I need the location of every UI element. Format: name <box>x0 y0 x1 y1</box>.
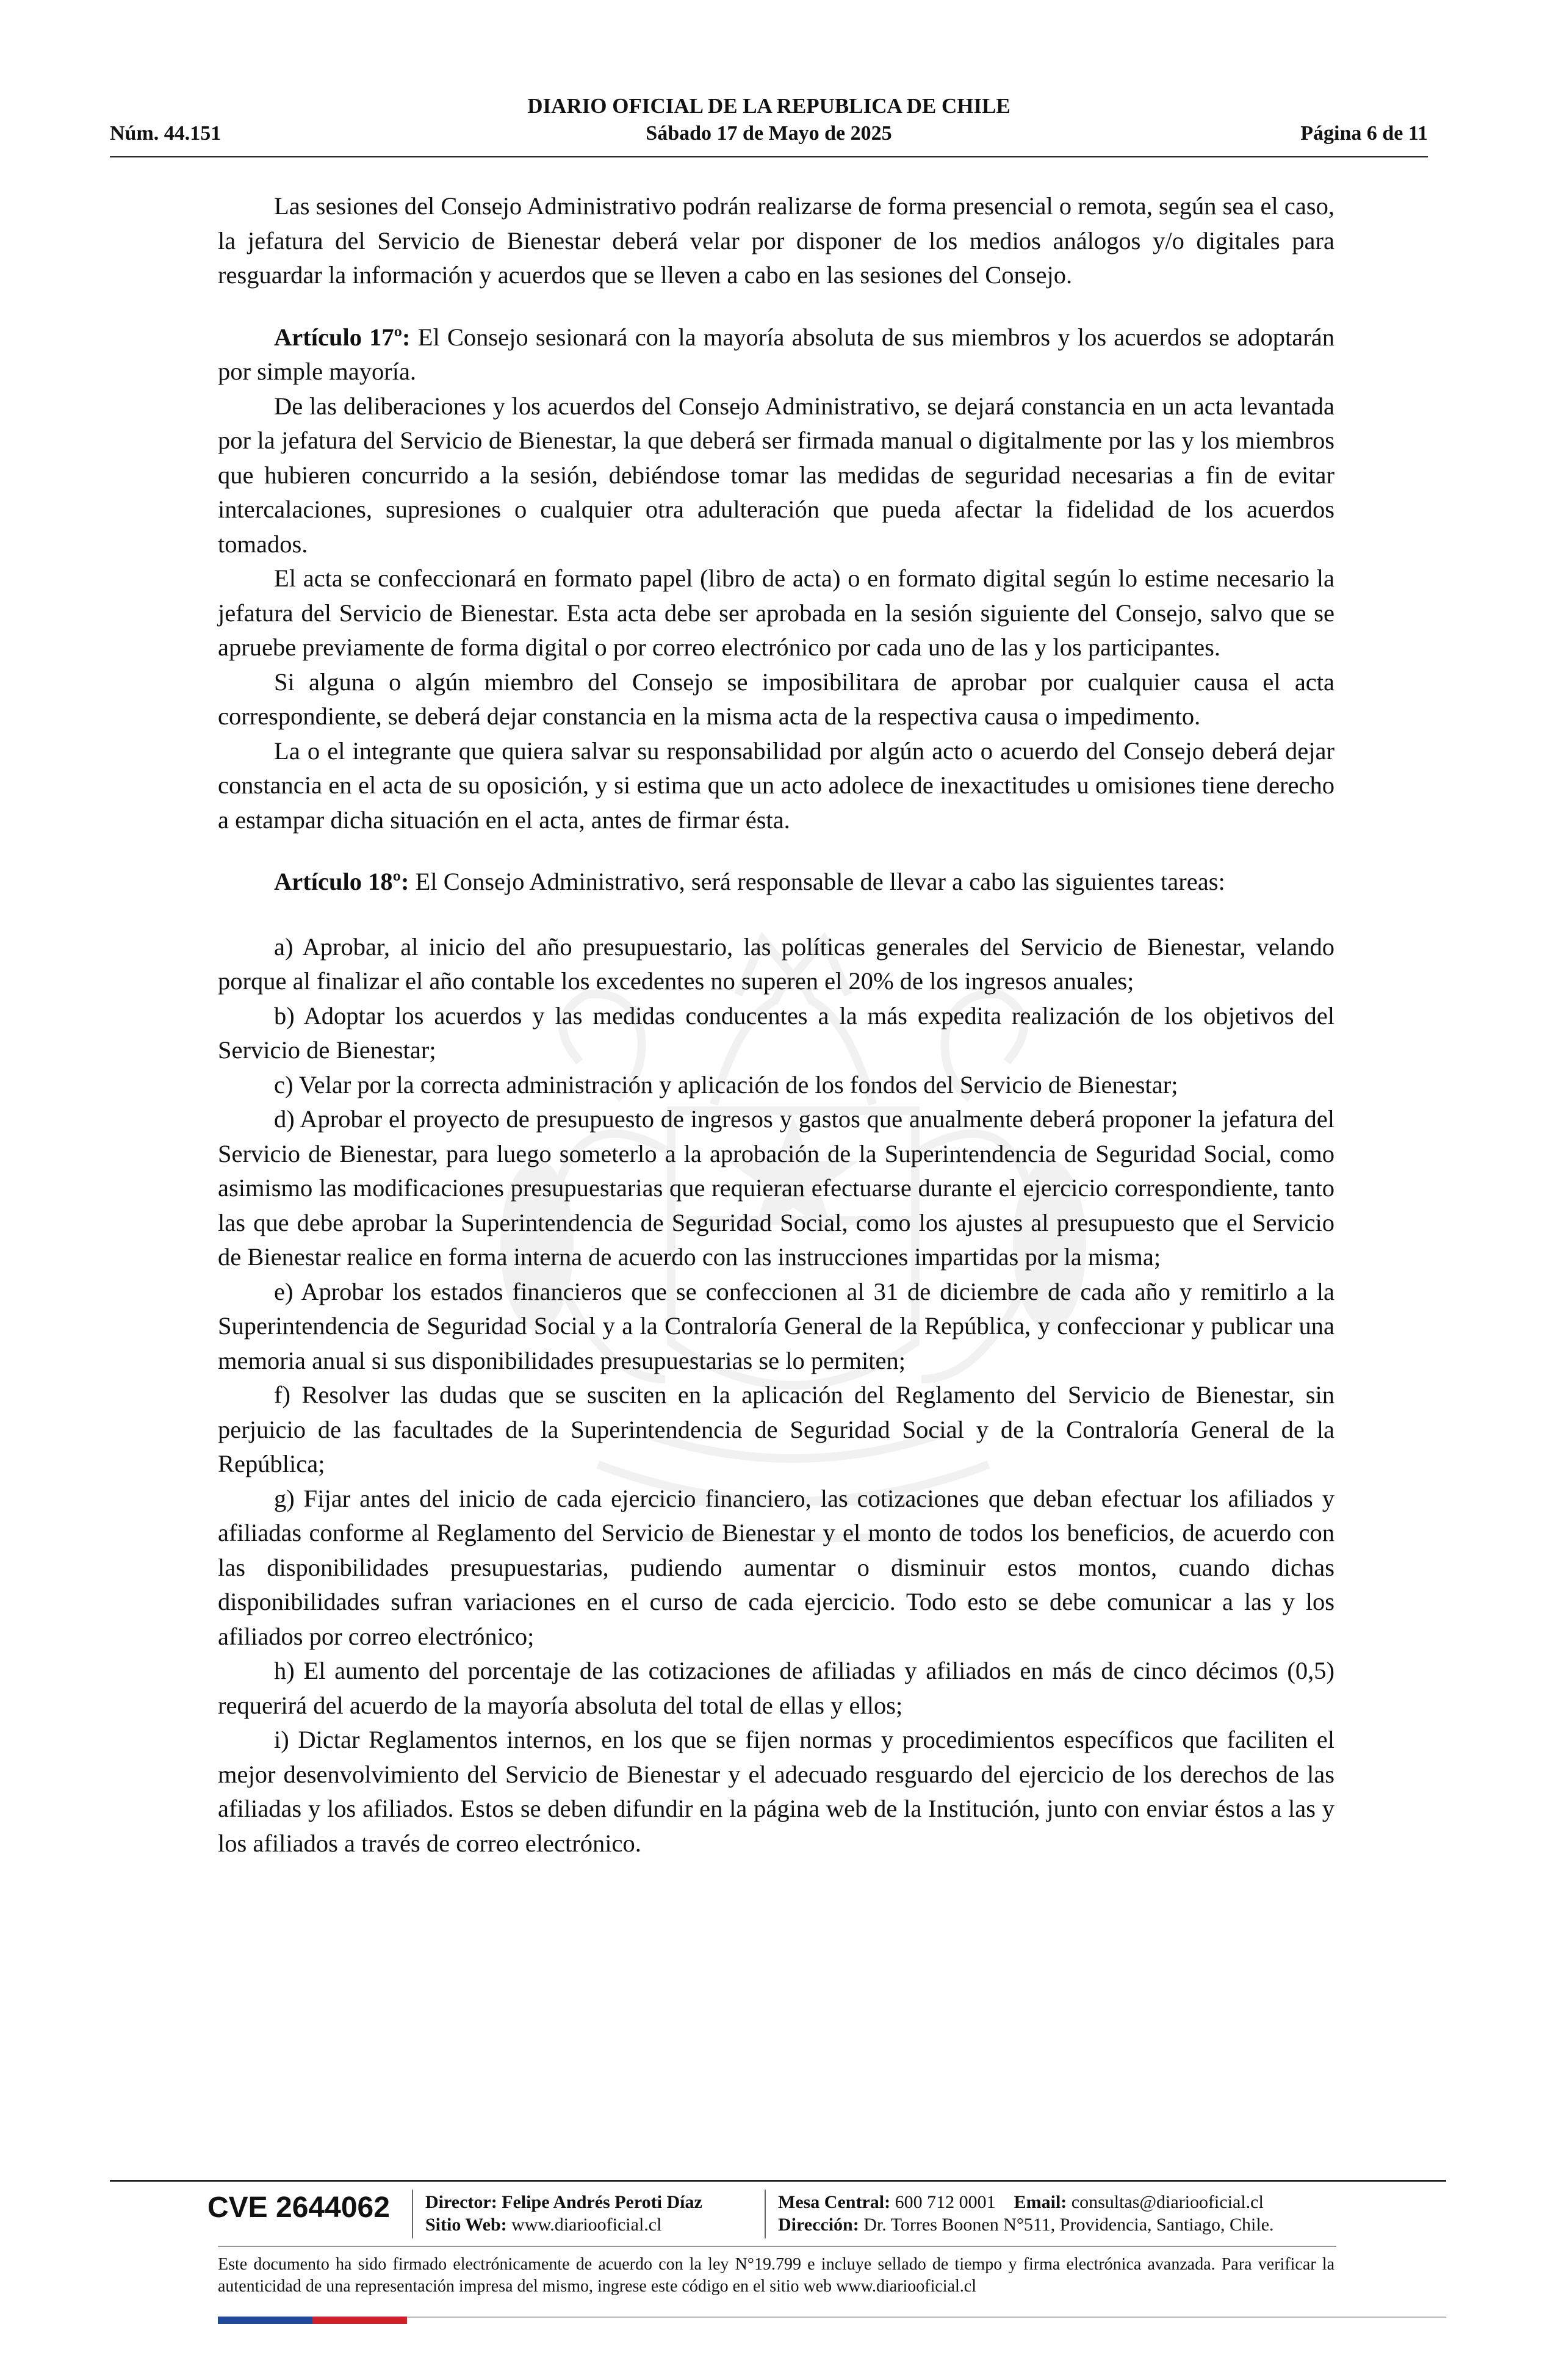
director-label: Director: <box>425 2192 497 2212</box>
article-text: El Consejo Administrativo, será responsable de llevar a cabo las siguientes tareas: <box>409 868 1225 895</box>
footer-contact-block <box>778 2191 1274 2236</box>
address-label: Dirección: <box>778 2215 859 2235</box>
document-body <box>218 189 1334 1861</box>
list-item: f) Resolver las dudas que se susciten en la aplicación del Reglamento del Servicio de Bienestar, sin perjuicio de las facultades de la Superintendencia de Seguridad Social y de la Contraloría General de la República; <box>218 1381 1334 1477</box>
director-name: Felipe Andrés Peroti Díaz <box>502 2192 702 2212</box>
header-divider <box>110 156 1428 157</box>
paragraph: Las sesiones del Consejo Administrativo podrán realizarse de forma presencial o remota, según sea el caso, la jefatura del Servicio de Bienestar deberá velar por disponer de los medios análogos y/o digitales para resguardar la información y acuerdos que se lleven a cabo en las sesiones del Consejo. <box>218 192 1334 289</box>
page-indicator: Página 6 de 11 <box>1300 122 1428 145</box>
article-17 <box>218 320 1334 389</box>
list-item: b) Adoptar los acuerdos y las medidas conducentes a la más expedita realización de los objetivos del Servicio de Bienestar; <box>218 1001 1334 1064</box>
phone-value: 600 712 0001 <box>895 2192 996 2212</box>
article-heading: Artículo 17º: <box>274 323 411 351</box>
paragraph: La o el integrante que quiera salvar su responsabilidad por algún acto o acuerdo del Consejo deberá dejar constancia en el acta de su oposición, y si estima que un acto adolece de inexactitudes u omisiones tiene derecho a estampar dicha situación en el acta, antes de firmar ésta. <box>218 737 1334 834</box>
footer-separator <box>412 2190 413 2238</box>
paragraph: Si alguna o algún miembro del Consejo se imposibilitara de aprobar por cualquier causa el acta correspondiente, se deberá dejar constancia en la misma acta de la respectiva causa o impedimento. <box>218 668 1334 730</box>
footer-inner-divider <box>218 2246 1336 2247</box>
phone-label: Mesa Central: <box>778 2192 891 2212</box>
issue-number: Núm. 44.151 <box>110 122 222 145</box>
footer-director-block <box>425 2191 702 2236</box>
footer-divider <box>110 2180 1446 2182</box>
email-label: Email: <box>1014 2192 1067 2212</box>
gazette-title: DIARIO OFICIAL DE LA REPUBLICA DE CHILE <box>527 94 1010 118</box>
list-item: c) Velar por la correcta administración y aplicación de los fondos del Servicio de Bienestar; <box>274 1070 1178 1098</box>
flag-stripe-blue <box>218 2317 312 2324</box>
list-item: e) Aprobar los estados financieros que se confeccionen al 31 de diciembre de cada año y remitirlo a la Superintendencia de Seguridad Social y a la Contraloría General de la República, y confeccionar y publicar una memoria anual si sus disponibilidades presupuestarias se lo permiten; <box>218 1277 1334 1374</box>
issue-date: Sábado 17 de Mayo de 2025 <box>646 122 892 145</box>
site-link[interactable]: www.diariooficial.cl <box>511 2215 662 2235</box>
footer-separator <box>765 2190 766 2238</box>
signature-notice: Este documento ha sido firmado electrónicamente de acuerdo con la ley N°19.799 e incluye sellado de tiempo y firma electrónica avanzada. Para verificar la autenticidad de una representación impresa del mismo, ingrese este código en el sitio web www.diariooficial.cl <box>218 2255 1334 2296</box>
email-link[interactable]: consultas@diariooficial.cl <box>1071 2192 1264 2212</box>
list-item: g) Fijar antes del inicio de cada ejercicio financiero, las cotizaciones que deban efectuar los afiliados y afiliadas conforme al Reglamento del Servicio de Bienestar y el monto de todos los beneficios, de acuerdo con las disponibilidades presupuestarias, pudiendo aumentar o disminuir estos montos, cuando dichas disponibilidades sufran variaciones en el curso de cada ejercicio. Todo esto se debe comunicar a las y los afiliados por correo electrónico; <box>218 1484 1334 1650</box>
site-label: Sitio Web: <box>425 2215 507 2235</box>
paragraph: El acta se confeccionará en formato papel (libro de acta) o en formato digital según lo estime necesario la jefatura del Servicio de Bienestar. Esta acta debe ser aprobada en la sesión siguiente del Consejo, salvo que se apruebe previamente de forma digital o por correo electrónico por cada uno de las y los participantes. <box>218 564 1334 661</box>
list-item: a) Aprobar, al inicio del año presupuestario, las políticas generales del Servicio de Bienestar, velando porque al finalizar el año contable los excedentes no superen el 20% de los ingresos anuales; <box>218 932 1334 995</box>
page-header <box>110 92 1428 156</box>
flag-stripe-red <box>312 2317 407 2324</box>
article-text: El Consejo sesionará con la mayoría absoluta de sus miembros y los acuerdos se adoptarán por simple mayoría. <box>218 323 1334 385</box>
article-18 <box>218 865 1334 900</box>
list-item: i) Dictar Reglamentos internos, en los que se fijen normas y procedimientos específicos que faciliten el mejor desenvolvimiento del Servicio de Bienestar y el adecuado resguardo del ejercicio de los derechos de las afiliadas y los afiliados. Estos se deben difundir en la página web de la Institución, junto con enviar éstos a las y los afiliados a través de correo electrónico. <box>218 1726 1334 1857</box>
article-heading: Artículo 18º: <box>274 868 409 895</box>
list-item: h) El aumento del porcentaje de las cotizaciones de afiliadas y afiliados en más de cinco décimos (0,5) requerirá del acuerdo de la mayoría absoluta del total de ellas y ellos; <box>218 1657 1334 1719</box>
paragraph: De las deliberaciones y los acuerdos del Consejo Administrativo, se dejará constancia en un acta levantada por la jefatura del Servicio de Bienestar, la que deberá ser firmada manual o digitalmente por las y los miembros que hubieren concurrido a la sesión, debiéndose tomar las medidas de seguridad necesarias a fin de evitar intercalaciones, supresiones o cualquier otra adulteración que pueda afectar la fidelidad de los acuerdos tomados. <box>218 392 1334 558</box>
list-item: d) Aprobar el proyecto de presupuesto de ingresos y gastos que anualmente deberá proponer la jefatura del Servicio de Bienestar, para luego someterlo a la aprobación de la Superintendencia de Seguridad Social, como asimismo las modificaciones presupuestarias que requieran efectuarse durante el ejercicio correspondiente, tanto las que debe aprobar la Superintendencia de Seguridad Social, como los ajustes al presupuesto que el Servicio de Bienestar realice en forma interna de acuerdo con las instrucciones impartidas por la misma; <box>218 1105 1334 1271</box>
address-value: Dr. Torres Boonen N°511, Providencia, Santiago, Chile. <box>863 2215 1274 2235</box>
cve-code: CVE 2644062 <box>207 2191 390 2224</box>
